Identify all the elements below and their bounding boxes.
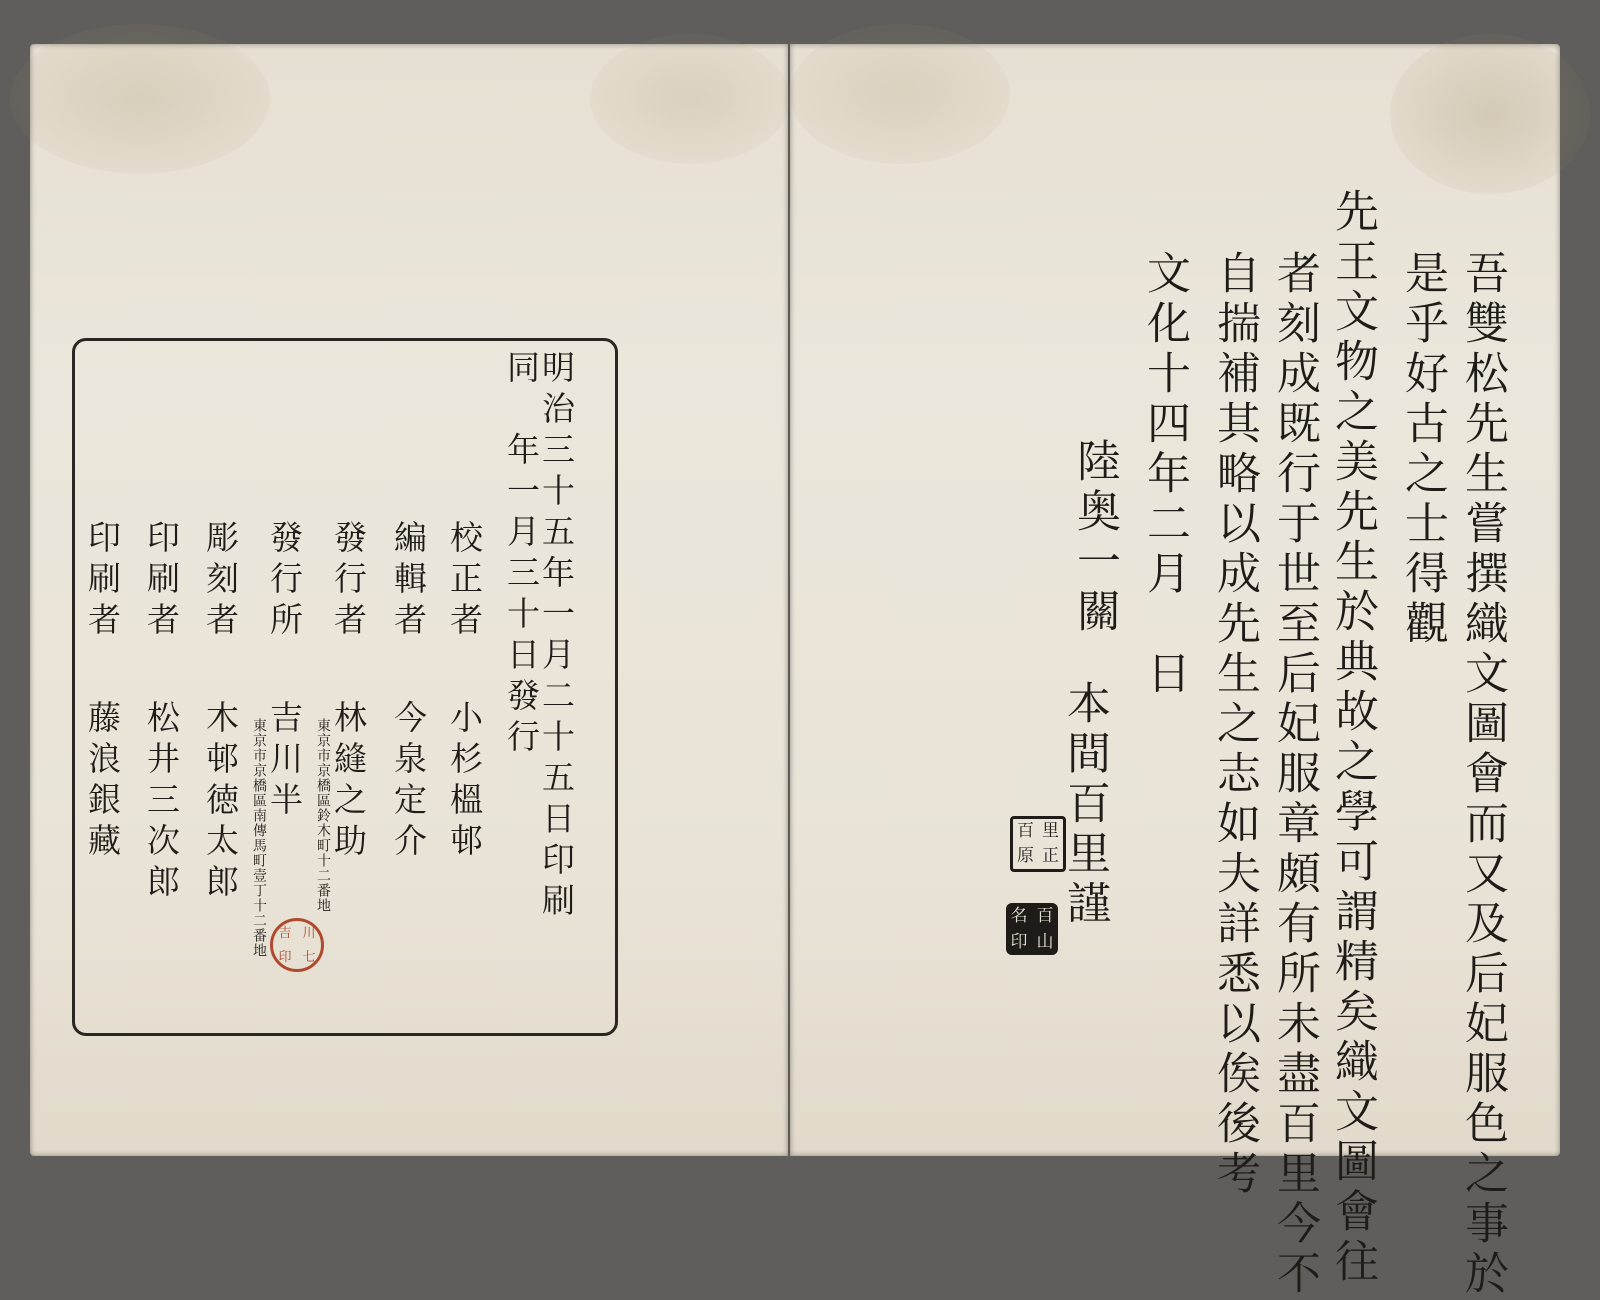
paper-stain — [590, 34, 790, 164]
role-publishing-house: 發行所 — [265, 520, 304, 643]
role-publisher: 發行者 — [329, 520, 368, 643]
author-seal-solid: 名 百 印 山 — [1006, 903, 1058, 955]
printed-date: 明治三十五年一月二十五日印刷 — [537, 350, 576, 924]
role-printer-1: 印刷者 — [142, 520, 181, 643]
role-engraver: 彫刻者 — [201, 520, 240, 643]
preface-line-4: 者刻成既行于世至后妃服章頗有所未盡百里今不 — [1269, 250, 1320, 1300]
preface-place: 陸奥一關 — [1069, 438, 1120, 638]
name-printer-2: 藤浪銀藏 — [83, 700, 122, 864]
role-printer-2: 印刷者 — [83, 520, 122, 643]
name-publisher: 林縫之助 — [329, 700, 368, 864]
name-proofreader: 小杉榲邨 — [445, 700, 484, 864]
name-printer-1: 松井三次郎 — [142, 700, 181, 905]
preface-signature: 本間百里謹 — [1059, 680, 1110, 930]
publisher-red-seal: 吉 川 印 七 — [270, 918, 324, 972]
address-publisher: 東京市京橋區鈴木町十二番地 — [315, 718, 331, 913]
preface-line-5: 自揣補其略以成先生之志如夫詳悉以俟後考 — [1209, 250, 1260, 1200]
preface-line-2: 是乎好古之士得觀 — [1397, 250, 1448, 650]
name-engraver: 木邨徳太郎 — [201, 700, 240, 905]
role-proofreader: 校正者 — [445, 520, 484, 643]
paper-stain — [790, 24, 1010, 164]
published-date: 同 年一月三十日發行 — [502, 350, 541, 760]
name-publishing-house: 吉川半 — [265, 700, 304, 823]
address-publishing-house: 東京市京橋區南傳馬町壹丁十二番地 — [251, 718, 267, 958]
preface-date: 文化十四年二月 日 — [1139, 250, 1190, 700]
paper-stain — [1390, 34, 1590, 194]
role-editor: 編輯者 — [389, 520, 428, 643]
author-seal-outline: 百 里 原 正 — [1010, 816, 1066, 872]
preface-line-3: 先王文物之美先生於典故之學可謂精矣織文圖會往 — [1327, 188, 1378, 1288]
preface-line-1: 吾雙松先生嘗撰織文圖會而又及后妃服色之事於 — [1457, 250, 1508, 1300]
paper-stain — [10, 24, 270, 174]
name-editor: 今泉定介 — [389, 700, 428, 864]
